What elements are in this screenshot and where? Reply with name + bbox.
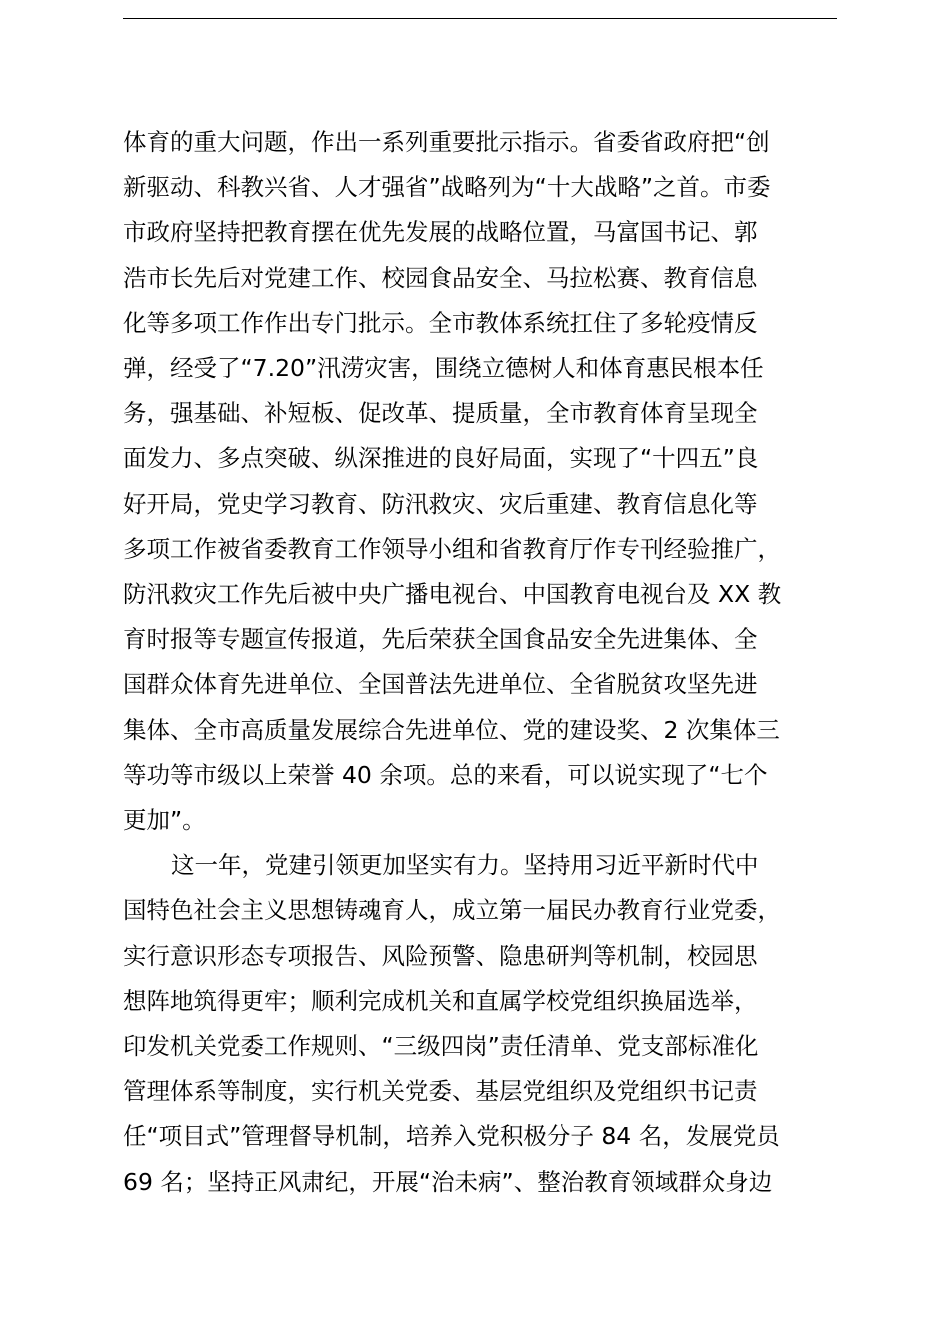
text-line: 浩市长先后对党建工作、校园食品安全、马拉松赛、教育信息: [123, 263, 758, 292]
text-line: 弹，经受了“7.20”汛涝灾害，围绕立德树人和体育惠民根本任: [123, 354, 764, 383]
text-line: 印发机关党委工作规则、“三级四岗”责任清单、党支部标准化: [123, 1032, 759, 1061]
text-line: 国群众体育先进单位、全国普法先进单位、全省脱贫攻坚先进: [123, 670, 758, 699]
text-line: 市政府坚持把教育摆在优先发展的战略位置，马富国书记、郭: [123, 218, 758, 247]
document-body: [123, 120, 853, 1205]
text-line: 更加”。: [123, 806, 206, 835]
text-line: 务，强基础、补短板、促改革、提质量，全市教育体育呈现全: [123, 399, 758, 428]
text-line-indented: 这一年，党建引领更加坚实有力。坚持用习近平新时代中: [171, 851, 759, 880]
text-line: 想阵地筑得更牢；顺利完成机关和直属学校党组织换届选举，: [123, 986, 758, 1015]
text-line: 体育的重大问题，作出一系列重要批示指示。省委省政府把“创: [123, 128, 770, 156]
text-line: 实行意识形态专项报告、风险预警、隐患研判等机制，校园思: [123, 941, 758, 970]
text-line: 集体、全市高质量发展综合先进单位、党的建设奖、2 次集体三: [123, 715, 780, 744]
paragraph-1: [123, 120, 853, 843]
text-line: 好开局，党史学习教育、防汛救灾、灾后重建、教育信息化等: [123, 489, 758, 518]
text-line: 管理体系等制度，实行机关党委、基层党组织及党组织书记责: [123, 1077, 758, 1106]
text-line: 新驱动、科教兴省、人才强省”战略列为“十大战略”之首。市委: [123, 173, 771, 202]
text-line: 多项工作被省委教育工作领导小组和省教育厅作专刊经验推广，: [123, 534, 781, 563]
text-line: 任“项目式”管理督导机制，培养入党积极分子 84 名，发展党员: [123, 1122, 780, 1151]
text-line: 防汛救灾工作先后被中央广播电视台、中国教育电视台及 XX 教: [123, 580, 782, 609]
paragraph-2: [123, 843, 853, 1205]
text-line: 面发力、多点突破、纵深推进的良好局面，实现了“十四五”良: [123, 444, 759, 473]
text-line: 育时报等专题宣传报道，先后荣获全国食品安全先进集体、全: [123, 625, 758, 654]
header-rule: [123, 18, 837, 19]
text-line: 等功等市级以上荣誉 40 余项。总的来看，可以说实现了“七个: [123, 760, 768, 789]
text-line: 69 名；坚持正风肃纪，开展“治未病”、整治教育领域群众身边: [123, 1167, 773, 1196]
text-line: 国特色社会主义思想铸魂育人，成立第一届民办教育行业党委，: [123, 896, 781, 925]
text-line: 化等多项工作作出专门批示。全市教体系统扛住了多轮疫情反: [123, 308, 758, 337]
